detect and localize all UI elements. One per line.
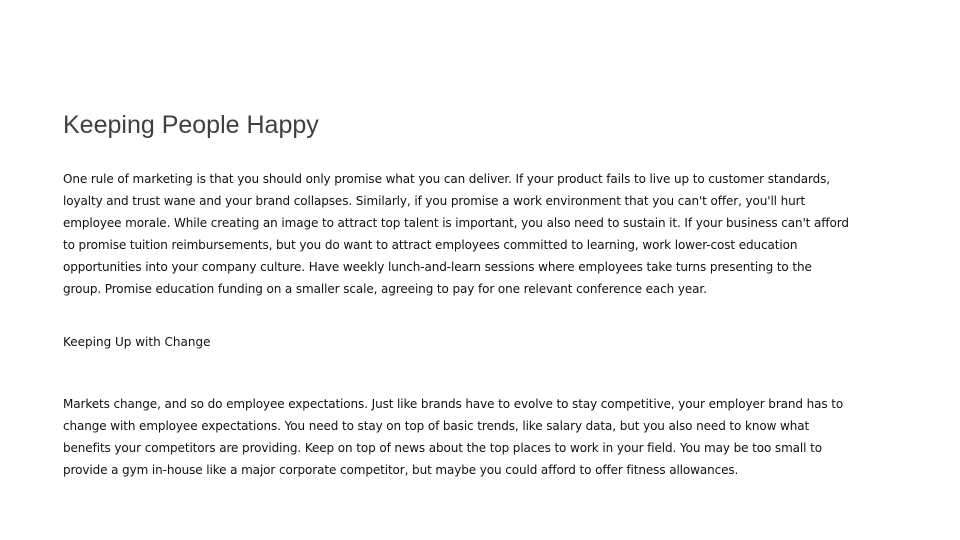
slide-title: Keeping People Happy [63,111,319,139]
body-paragraph-2: Markets change, and so do employee expectations. Just like brands have to evolve to stay competitive, your employer brand has to change with employee expectations. You need to stay on top of basic trends, like salary data, but you also need to know what benefits your competitors are providing. Keep on top of news about the top places to work in your field. You may be too small to provide a gym in-house like a major corporate competitor, but maybe you could afford to offer fitness allowances. [63,397,844,477]
section-subheading: Keeping Up with Change [63,335,211,349]
body-paragraph-1: One rule of marketing is that you should only promise what you can deliver. If your product fails to live up to customer standards, loyalty and trust wane and your brand collapses. Similarly, if you promise a work environment that you can't offer, you'll hurt employee morale. While creating an image to attract top talent is important, you also need to sustain it. If your business can't afford to promise tuition reimbursements, but you do want to attract employees committed to learning, work lower-cost education opportunities into your company culture. Have weekly lunch-and-learn sessions where employees take turns presenting to the group. Promise education funding on a smaller scale, agreeing to pay for one relevant conference each year. [63,172,849,296]
